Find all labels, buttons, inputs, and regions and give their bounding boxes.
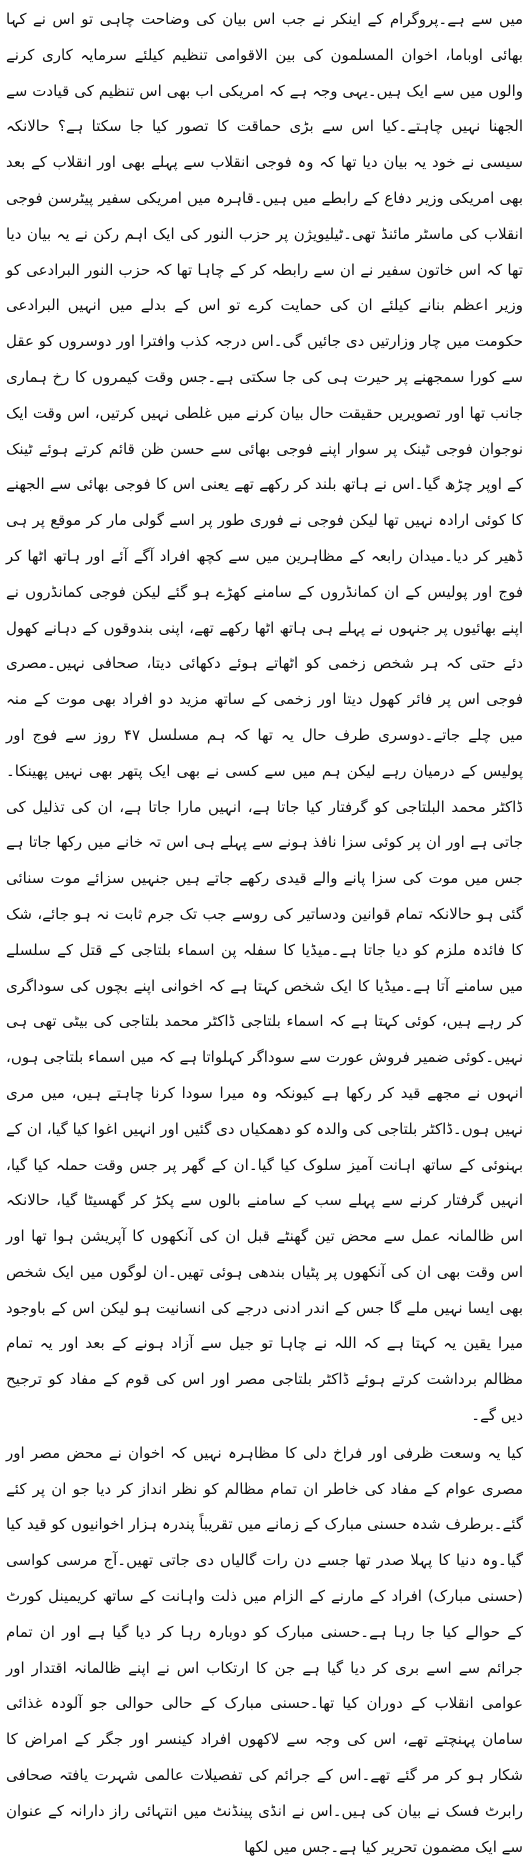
article-paragraph-1: میں سے ہے۔پروگرام کے اینکر نے جب اس بیان کی وضاحت چاہی تو اس نے کہا بھائی اوباما، اخوان المسلمون کی بین الاقوامی تنظیم کیلئے سرمایہ کاری کرنے والوں میں سے ایک ہیں۔یہی وجہ ہے کہ امریکی اب بھی اس تنظیم کی قیادت سے الجھنا نہیں چاہتے۔کیا اس سے بڑی حماقت کا تصور کیا جا سکتا ہے؟ حالانکہ سیسی نے خود یہ بیان دیا تھا کہ وہ فوجی انقلاب سے پہلے بھی اور انقلاب کے بعد بھی امریکی وزیر دفاع کے رابطے میں ہیں۔قاہرہ میں امریکی سفیر پیٹرسن فوجی انقلاب کی ماسٹر مائنڈ تھی۔ٹیلیویژن پر حزب النور کی ایک اہم رکن نے یہ بیان دیا تھا کہ اس خاتون سفیر نے ان سے رابطہ کر کے چاہا تھا کہ حزب النور البرادعی کو وزیر اعظم بنانے کیلئے ان کی حمایت کرے تو اس کے بدلے میں انہیں البرادعی حکومت میں چار وزارتیں دی جائیں گی۔اس درجہ کذب وافترا اور دوسروں کو عقل سے کورا سمجھنے پر حیرت ہی کی جا سکتی ہے۔جس وقت کیمروں کا رخ ہماری جانب تھا اور تصویریں حقیقت حال بیان کرنے میں غلطی نہیں کرتیں، اس وقت ایک نوجوان فوجی ٹینک پر سوار اپنے فوجی بھائی سے حسن ظن قائم کرتے ہوئے ٹینک کے اوپر چڑھ گیا۔اس نے ہاتھ بلند کر رکھے تھے یعنی اس کا فوجی بھائی سے الجھنے کا کوئی ارادہ نہیں تھا لیکن فوجی نے فوری طور پر اسے گولی مار کر موقع پر ہی ڈھیر کر دیا۔میدان رابعہ کے مظاہرین میں سے کچھ افراد آگے آئے اور ہاتھ اٹھا کر فوج اور پولیس کے ان کمانڈروں کے سامنے کھڑے ہو گئے لیکن فوجی کمانڈروں نے اپنے بھائیوں پر جنہوں نے پہلے ہی ہاتھ اٹھا رکھے تھے، اپنی بندوقوں کے دہانے کھول دئے حتی کہ ہر شخص زخمی کو اٹھاتے ہوئے دکھائی دیتا، صحافی نہیں۔مصری فوجی اس پر فائر کھول دیتا اور زخمی کے ساتھ مزید دو افراد بھی موت کے منہ میں چلے جاتے۔دوسری طرف حال یہ تھا کہ ہم مسلسل ۴۷ روز سے فوج اور پولیس کے درمیان رہے لیکن ہم میں سے کسی نے بھی ایک پتھر بھی نہیں پھینکا۔ڈاکٹر محمد البلتاجی کو گرفتار کیا جاتا ہے، انہیں مارا جاتا ہے، ان کی تذلیل کی جاتی ہے اور ان پر کوئی سزا نافذ ہونے سے پہلے ہی اس تہ خانے میں رکھا جاتا ہے جس میں موت کی سزا پانے والے قیدی رکھے جاتے ہیں جنہیں سزائے موت سنائی گئی ہو حالانکہ تمام قوانین ودساتیر کی روسے جب تک جرم ثابت نہ ہو جائے، شک کا فائدہ ملزم کو دیا جاتا ہے۔میڈیا کا سفلہ پن اسماء بلتاجی کے قتل کے سلسلے میں سامنے آتا ہے۔میڈیا کا ایک شخص کہتا ہے کہ اخوانی اپنے بچوں کی سوداگری کر رہے ہیں، کوئی کہتا ہے کہ اسماء بلتاجی ڈاکٹر محمد بلتاجی کی بیٹی تھی ہی نہیں۔کوئی ضمیر فروش عورت سے سوداگر کہلواتا ہے کہ میں اسماء بلتاجی ہوں، انہوں نے مجھے قید کر رکھا ہے کیونکہ وہ میرا سودا کرنا چاہتے ہیں، میں مری نہیں ہوں۔ڈاکٹر بلتاجی کی والدہ کو دھمکیاں دی گئیں اور انہیں اغوا کیا گیا، ان کے بہنوئی کے ساتھ اہانت آمیز سلوک کیا گیا۔ان کے گھر پر جس وقت حملہ کیا گیا، انہیں گرفتار کرنے سے پہلے سب کے سامنے بالوں سے پکڑ کر گھسیٹا گیا، حالانکہ اس ظالمانہ عمل سے محض تین گھنٹے قبل ان کی آنکھوں کا آپریشن ہوا تھا اور اس وقت بھی ان کی آنکھوں پر پٹیاں بندھی ہوئی تھیں۔ان لوگوں میں ایک شخص بھی ایسا نہیں ملے گا جس کے اندر ادنی درجے کی انسانیت ہو لیکن اس کے باوجود میرا یقین یہ کہتا ہے کہ اللہ نے چاہا تو جیل سے آزاد ہونے کے بعد اور یہ تمام مظالم برداشت کرتے ہوئے ڈاکٹر بلتاجی مصر اور اس کی قوم کے مفاد کو ترجیح دیں گے۔ [6, 10, 523, 1425]
article-paragraph-2: کیا یہ وسعت ظرفی اور فراخ دلی کا مظاہرہ نہیں کہ اخوان نے محض مصر اور مصری عوام کے مفاد کی خاطر ان تمام مظالم کو نظر انداز کر دیا جو ان پر کئے گئے۔برطرف شدہ حسنی مبارک کے زمانے میں تقریباً پندرہ ہزار اخوانیوں کو قید کیا گیا۔وہ دنیا کا پہلا صدر تھا جسے دن رات گالیاں دی جاتی تھیں۔آج مرسی کواسی (حسنی مبارک) افراد کے مارنے کے الزام میں ذلت واہانت کے ساتھ کریمینل کورٹ کے حوالے کیا جا رہا ہے۔حسنی مبارک کو دوبارہ رہا کر دیا گیا ہے اور ان تمام جرائم سے اسے بری کر دیا گیا ہے جن کا ارتکاب اس نے اپنے ظالمانہ اقتدار اور عوامی انقلاب کے دوران کیا تھا۔حسنی مبارک کے حالی حوالی جو آلودہ غذائی سامان پہنچتے تھے، اس کی وجہ سے لاکھوں افراد کینسر اور جگر کے امراض کا شکار ہو کر مر گئے تھے۔اس کے جرائم کی تفصیلات عالمی شہرت یافتہ صحافی رابرٹ فسک نے بیان کی ہیں۔اس نے انڈی پینڈنٹ میں انتہائی راز دارانہ کے عنوان سے ایک مضمون تحریر کیا ہے۔جس میں لکھا [6, 1443, 523, 1856]
article-body [6, 2, 523, 1865]
